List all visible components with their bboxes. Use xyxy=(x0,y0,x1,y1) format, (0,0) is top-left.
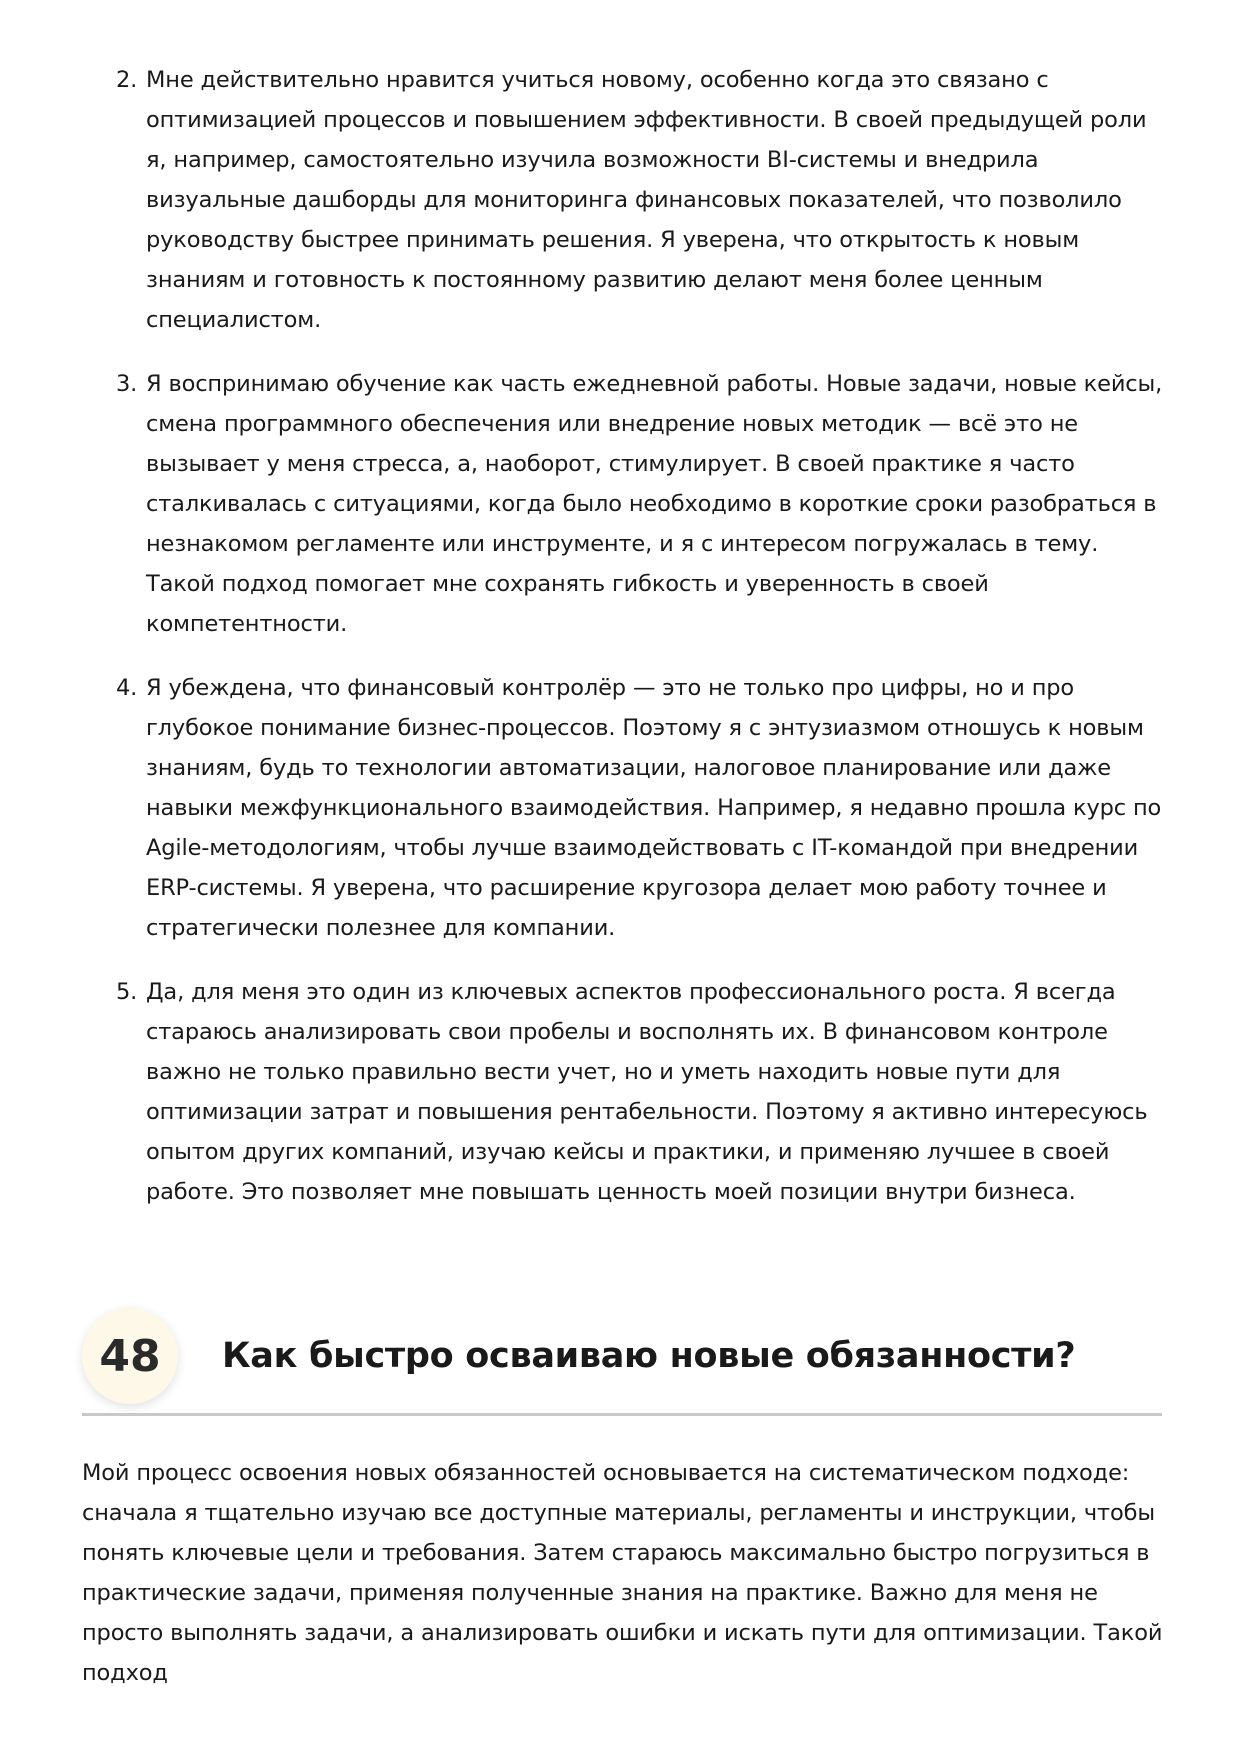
answer-list xyxy=(116,60,1166,1236)
list-item-number: 2. xyxy=(116,67,138,93)
section-divider xyxy=(82,1413,1162,1416)
list-item-text: Мне действительно нравится учиться новому, особенно когда это связано с оптимизацией процессов и повышением эффективности. В своей предыдущей роли я, например, самостоятельно изучила возможности BI-системы и внедрила визуальные дашборды для мониторинга финансовых показателей, что позволило руководству быстрее принимать решения. Я уверена, что открытость к новым знаниям и готовность к постоянному развитию делают меня более ценным специалистом. xyxy=(146,67,1147,333)
list-item-number: 3. xyxy=(116,371,138,397)
list-item-number: 5. xyxy=(116,979,138,1005)
list-item-text: Я убеждена, что финансовый контролёр — это не только про цифры, но и про глубокое понимание бизнес-процессов. Поэтому я с энтузиазмом отношусь к новым знаниям, будь то технологии автоматизации, налоговое планирование или даже навыки межфункционального взаимодействия. Например, я недавно прошла курс по Agile-методологиям, чтобы лучше взаимодействовать с IT-командой при внедрении ERP-системы. Я уверена, что расширение кругозора делает мою работу точнее и стратегически полезнее для компании. xyxy=(146,675,1162,941)
list-item xyxy=(116,364,1166,644)
section-number-badge: 48 xyxy=(82,1308,178,1404)
list-item xyxy=(116,972,1166,1212)
section-header xyxy=(82,1308,1160,1410)
list-item xyxy=(116,60,1166,340)
list-item-text: Да, для меня это один из ключевых аспектов профессионального роста. Я всегда стараюсь анализировать свои пробелы и восполнять их. В финансовом контроле важно не только правильно вести учет, но и уметь находить новые пути для оптимизации затрат и повышения рентабельности. Поэтому я активно интересуюсь опытом других компаний, изучаю кейсы и практики, и применяю лучшее в своей работе. Это позволяет мне повышать ценность моей позиции внутри бизнеса. xyxy=(146,979,1148,1205)
list-item-number: 4. xyxy=(116,675,138,701)
list-item xyxy=(116,668,1166,948)
section-body-text: Мой процесс освоения новых обязанностей основывается на систематическом подходе: сначала я тщательно изучаю все доступные материалы, регламенты и инструкции, чтобы понять ключевые цели и требования. Затем стараюсь максимально быстро погрузиться в практические задачи, применяя полученные знания на практике. Важно для меня не просто выполнять задачи, а анализировать ошибки и искать пути для оптимизации. Такой подход xyxy=(82,1460,1163,1686)
section-title: Как быстро осваиваю новые обязанности? xyxy=(222,1336,1076,1376)
list-item-text: Я воспринимаю обучение как часть ежедневной работы. Новые задачи, новые кейсы, смена программного обеспечения или внедрение новых методик — всё это не вызывает у меня стресса, а, наоборот, стимулирует. В своей практике я часто сталкивалась с ситуациями, когда было необходимо в короткие сроки разобраться в незнакомом регламенте или инструменте, и я с интересом погружалась в тему. Такой подход помогает мне сохранять гибкость и уверенность в своей компетентности. xyxy=(146,371,1163,637)
